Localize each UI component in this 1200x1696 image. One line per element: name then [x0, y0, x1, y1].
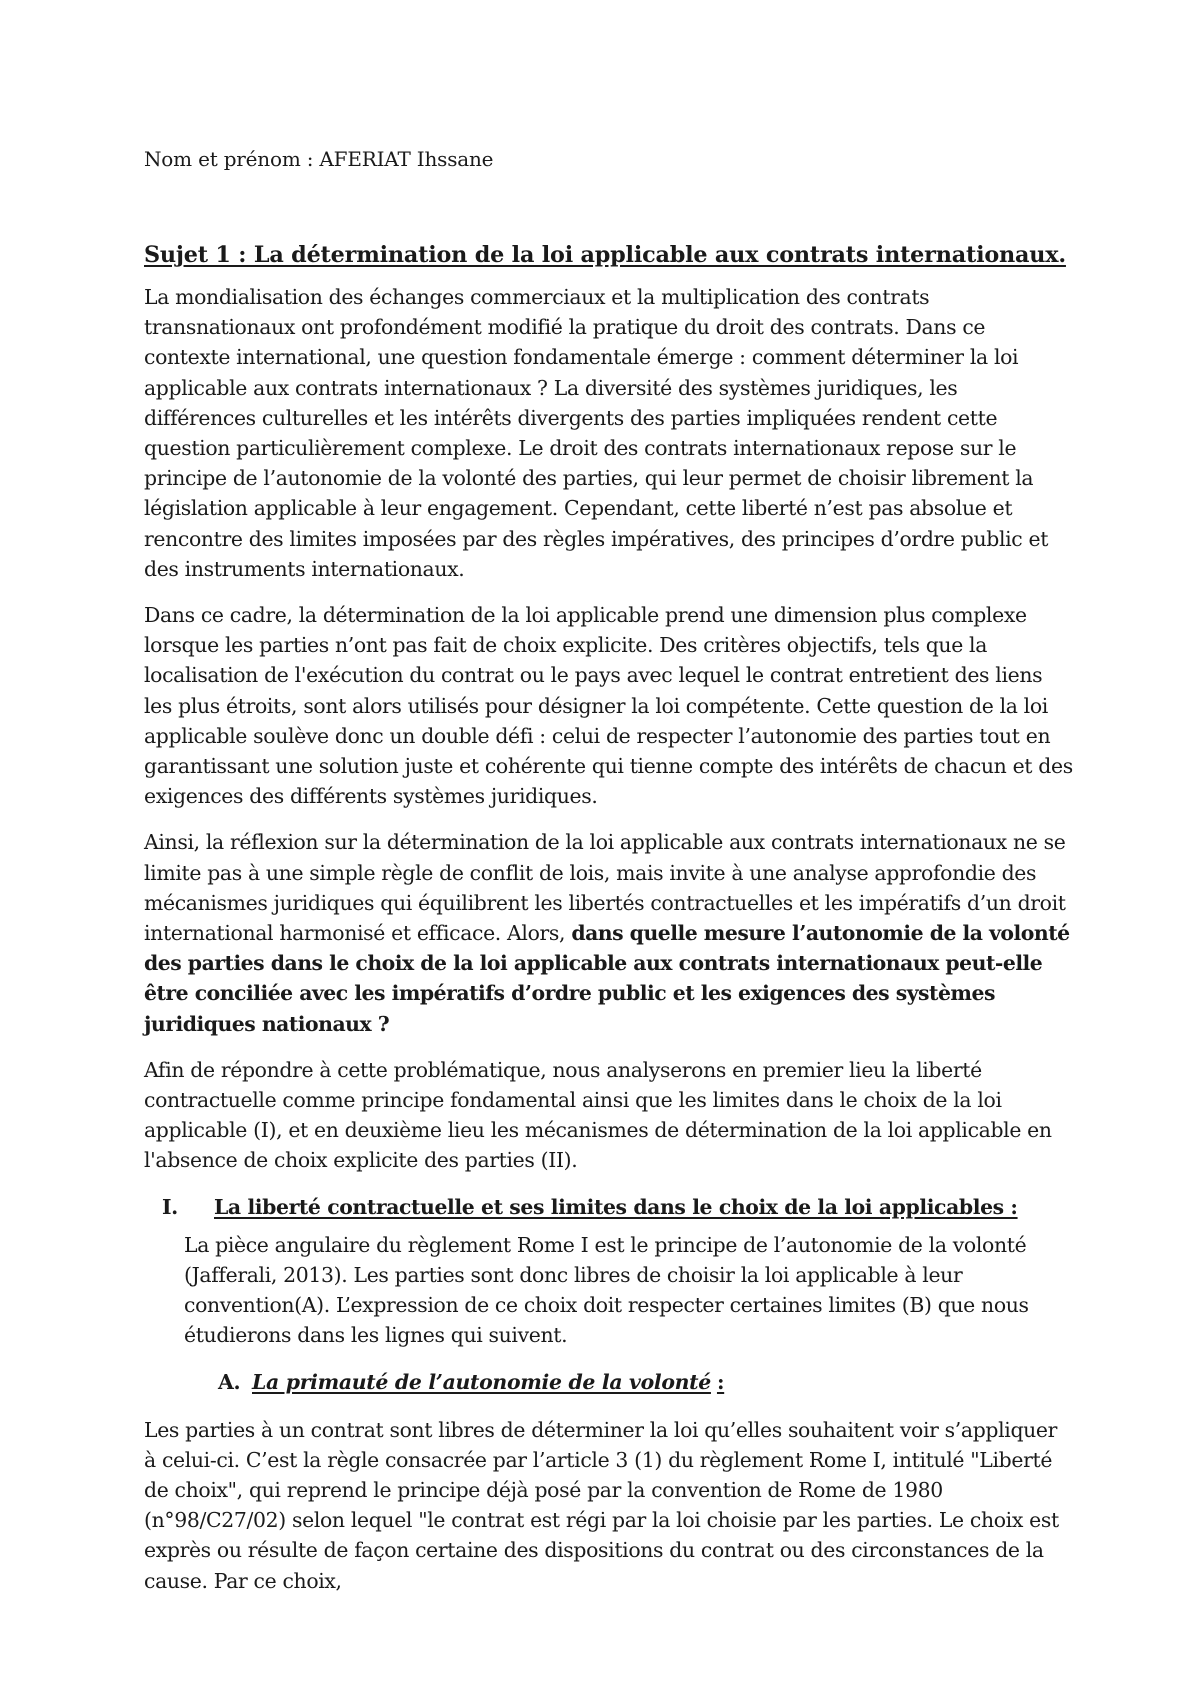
document-title: Sujet 1 : La détermination de la loi applicable aux contrats internationaux. [144, 242, 1066, 268]
section-heading-a-text: La primauté de l’autonomie de la volonté [252, 1369, 711, 1394]
section-heading-i-text: La liberté contractuelle et ses limites dans le choix de la loi applicables : [214, 1194, 1018, 1219]
paragraph-section-a: Les parties à un contrat sont libres de déterminer la loi qu’elles souhaitent voir s’appliquer à celui-ci. C’est la règle consacrée par l’article 3 (1) du règlement Rome I, intitulé "Liberté de choix", qui reprend le principe déjà posé par la convention de Rome de 1980 (n°98/C27/02) selon lequel "le contrat est régi par la loi choisie par les parties. Le choix est exprès ou résulte de façon certaine des dispositions du contrat ou des circonstances de la cause. Par ce choix, [144, 1417, 1059, 1593]
paragraph-problematique-text: Ainsi, la réflexion sur la détermination de la loi applicable aux contrats internationaux ne se limite pas à une simple règle de conflit de lois, mais invite à une analyse approfondie des mécanismes juridiques qui équilibrent les libertés contractuelles et les impératifs d’un droit international harmonisé et efficace. Alors, [144, 830, 1066, 946]
author-line: Nom et prénom : AFERIAT Ihssane [144, 147, 494, 171]
paragraph-section-i-intro: La pièce angulaire du règlement Rome I est le principe de l’autonomie de la volonté (Jafferali, 2013). Les parties sont donc libres de choisir la loi applicable à leur convention(A). L’expression de ce choix doit respecter certaines limites (B) que nous étudierons dans les lignes qui suivent. [184, 1232, 1029, 1348]
section-heading-i [144, 1192, 1074, 1222]
section-heading-a [218, 1367, 1074, 1397]
section-heading-a-number: A. [218, 1369, 241, 1394]
document-body [144, 282, 1074, 1612]
problematique-question: dans quelle mesure l’autonomie de la volonté des parties dans le choix de la loi applicable aux contrats internationaux peut-elle être conciliée avec les impératifs d’ordre public et les exigences des systèmes juridiques nationaux ? [144, 921, 1070, 1036]
paragraph-introduction: La mondialisation des échanges commerciaux et la multiplication des contrats transnationaux ont profondément modifié la pratique du droit des contrats. Dans ce contexte international, une question fondamentale émerge : comment déterminer la loi applicable aux contrats internationaux ? La diversité des systèmes juridiques, les différences culturelles et les intérêts divergents des parties impliquées rendent cette question particulièrement complexe. Le droit des contrats internationaux repose sur le principe de l’autonomie de la volonté des parties, qui leur permet de choisir librement la législation applicable à leur engagement. Cependant, cette liberté n’est pas absolue et rencontre des limites imposées par des règles impératives, des principes d’ordre public et des instruments internationaux. [144, 285, 1049, 581]
paragraph-annonce-plan: Afin de répondre à cette problématique, nous analyserons en premier lieu la liberté contractuelle comme principe fondamental ainsi que les limites dans le choix de la loi applicable (I), et en deuxième lieu les mécanismes de détermination de la loi applicable en l'absence de choix explicite des parties (II). [144, 1057, 1052, 1173]
section-heading-a-colon: : [716, 1369, 725, 1394]
paragraph-problematique [144, 827, 1074, 1038]
section-heading-i-number: I. [162, 1194, 178, 1219]
paragraph-context: Dans ce cadre, la détermination de la loi applicable prend une dimension plus complexe lorsque les parties n’ont pas fait de choix explicite. Des critères objectifs, tels que la localisation de l'exécution du contrat ou le pays avec lequel le contrat entretient des liens les plus étroits, sont alors utilisés pour désigner la loi compétente. Cette question de la loi applicable soulève donc un double défi : celui de respecter l’autonomie des parties tout en garantissant une solution juste et cohérente qui tienne compte des intérêts de chacun et des exigences des différents systèmes juridiques. [144, 603, 1073, 809]
